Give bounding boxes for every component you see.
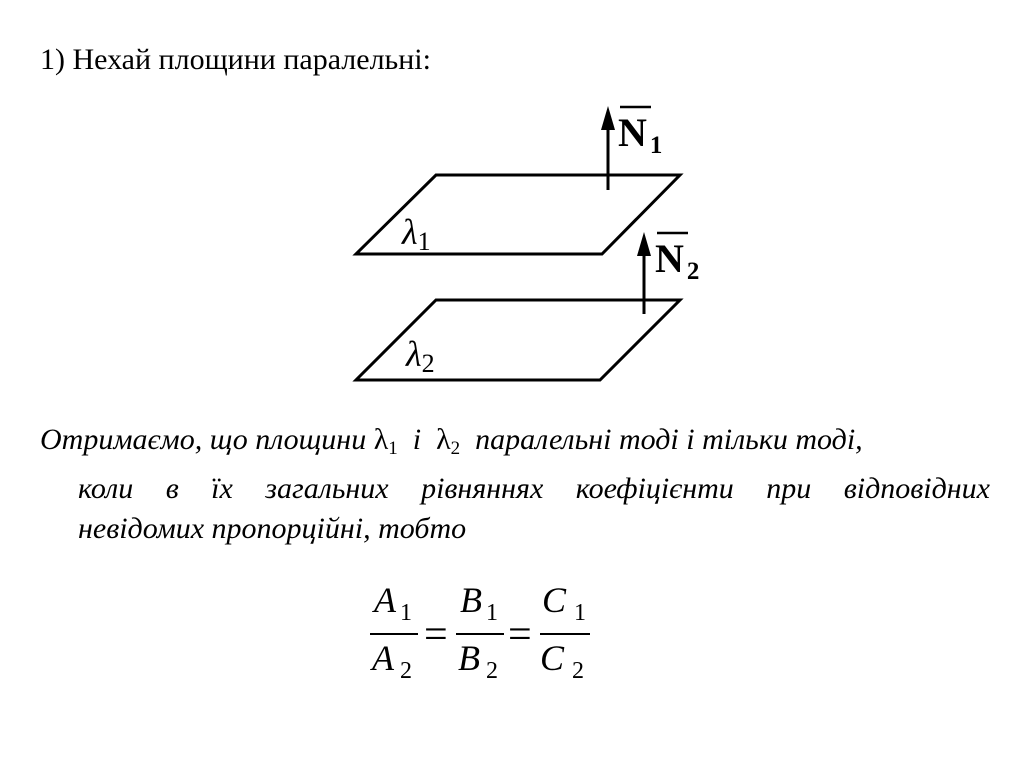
plane-1-inline-subscript: 1 <box>388 438 398 459</box>
fraction-a-numerator <box>372 580 412 626</box>
conclusion-word: коефіцієнти <box>575 472 734 505</box>
conclusion-word: в <box>165 472 179 505</box>
conclusion-word: коли <box>78 472 134 505</box>
conclusion-word: їх <box>211 472 233 505</box>
fraction-b-denominator-sub: 2 <box>486 658 498 684</box>
fraction-c <box>540 580 590 684</box>
plane-2-subscript: 2 <box>421 349 435 378</box>
plane-1-subscript: 1 <box>417 227 431 256</box>
conclusion-word: при <box>766 472 812 505</box>
normal-2-subscript: 2 <box>686 258 700 285</box>
conclusion-line-1-after: паралельні тоді і тільки тоді, <box>475 423 863 456</box>
normal-2-letter: N <box>655 236 684 281</box>
equals-sign-1: = <box>424 612 448 658</box>
conclusion-line-3: невідомих пропорційні, тобто <box>78 512 467 545</box>
conclusion-conjunction: і <box>412 423 422 456</box>
plane-2-inline-subscript: 2 <box>450 438 461 459</box>
fraction-b <box>456 580 504 684</box>
conclusion-line-1-before: Отримаємо, що площини <box>40 423 367 456</box>
normal-1-subscript: 1 <box>649 132 663 159</box>
fraction-c-numerator-var: C <box>542 580 567 620</box>
fraction-b-denominator-var: B <box>458 638 480 678</box>
fraction-c-numerator <box>542 580 586 626</box>
fraction-a-denominator-sub: 2 <box>400 658 412 684</box>
fraction-a-numerator-var: A <box>374 580 396 620</box>
conclusion-word: відповідних <box>843 472 990 505</box>
fraction-c-denominator <box>540 638 584 684</box>
fraction-b-numerator <box>460 580 498 626</box>
normal-1-letter: N <box>618 110 647 155</box>
plane-2-symbol: λ <box>406 334 422 374</box>
fraction-c-denominator-sub: 2 <box>572 658 585 684</box>
equals-sign-2: = <box>508 612 532 658</box>
fraction-c-denominator-var: C <box>540 638 565 678</box>
fraction-b-numerator-var: B <box>460 580 482 620</box>
fraction-a-numerator-sub: 1 <box>400 600 412 626</box>
plane-2-inline-symbol: λ <box>436 423 451 456</box>
conclusion-word: загальних <box>265 472 389 505</box>
heading: 1) Нехай площини паралельні: <box>40 43 431 76</box>
fraction-a <box>370 580 418 684</box>
fraction-a-denominator-var: A <box>372 638 394 678</box>
fraction-b-numerator-sub: 1 <box>486 600 498 626</box>
conclusion-word: рівняннях <box>421 472 544 505</box>
fraction-c-numerator-sub: 1 <box>574 600 587 626</box>
plane-1-inline-symbol: λ <box>373 423 389 456</box>
fraction-a-denominator <box>370 638 412 684</box>
fraction-b-denominator <box>458 638 498 684</box>
plane-1-symbol: λ <box>402 212 418 252</box>
